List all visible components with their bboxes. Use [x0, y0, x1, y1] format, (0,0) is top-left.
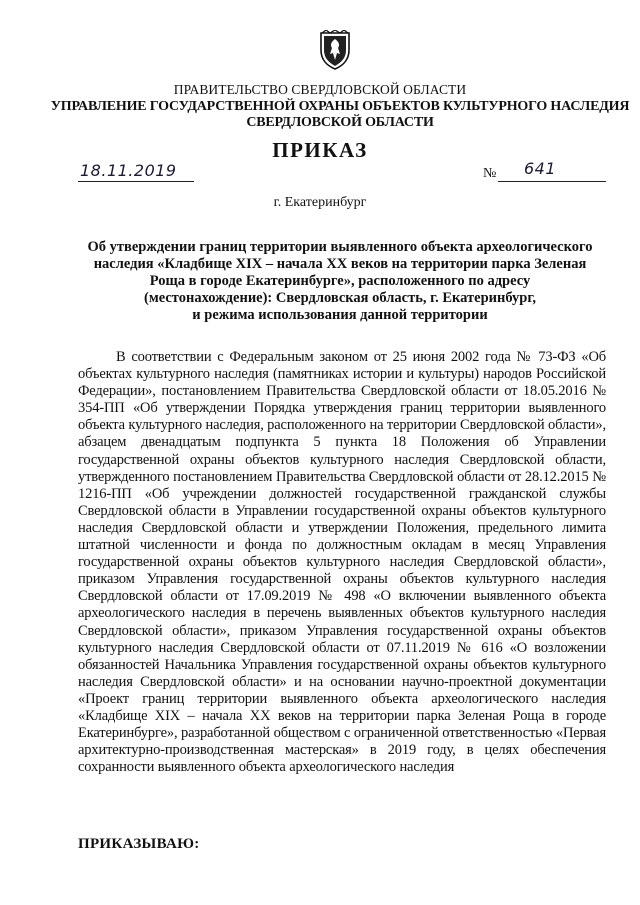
department-name [40, 99, 640, 131]
document-date-field [78, 163, 194, 182]
subject-line: (местонахождение): Свердловская область, г. Екатеринбург, [144, 290, 536, 306]
subject-line: и режима использования данной территории [192, 307, 488, 323]
document-subject [70, 239, 610, 324]
subject-line: Роща в городе Екатеринбурге», расположенного по адресу [149, 273, 531, 289]
subject-line: Об утверждении границ территории выявленного объекта археологического [87, 239, 593, 255]
document-date: 18.11.2019 [80, 161, 177, 180]
body-paragraph: В соответствии с Федеральным законом от 25 июня 2002 года № 73-ФЗ «Об объектах культурного наследия (памятниках истории и культуры) народов Российской Федерации», постановлением Правительства Свердловской области от 18.05.2016 № 354-ПП «Об утверждении Порядка утверждения границ территории выявленного объекта культурного наследия, расположенного на территории Свердловской области», абзацем двенадцатым подпункта 5 пункта 18 Положения об Управлении государственной охраны объектов культурного наследия Свердловской области, утвержденного постановлением Правительства Свердловской области от 28.12.2015 № 1216-ПП «Об учреждении должностей государственной гражданской службы Свердловской области в Управлении государственной охраны объектов культурного наследия Свердловской области и утверждении Положения, предельного лимита штатной численности и фонда по должностным окладам в месяц Управления государственной охраны объектов культурного наследия Свердловской области», приказом Управления государственной охраны объектов культурного наследия Свердловской области от 17.09.2019 № 498 «О включении выявленного объекта археологического наследия в перечень выявленных объектов культурного наследия Свердловской области», приказом Управления государственной охраны объектов культурного наследия Свердловской области от 07.11.2019 № 616 «О возложении обязанностей Начальника Управления государственной охраны объектов культурного наследия Свердловской области» и на основании научно-проектной документации «Проект границ территории выявленного объекта археологического наследия «Кладбище XIX – начала XX веков на территории парка Зеленая Роща в городе Екатеринбурге», разработанной обществом с ограниченной ответственностью «Первая архитектурно-производственная мастерская» в 2019 году, в целях обеспечения сохранности выявленного объекта археологического наследия [78, 349, 606, 776]
department-name-line: СВЕРДЛОВСКОЙ ОБЛАСТИ [246, 115, 434, 130]
document-type: ПРИКАЗ [272, 138, 368, 162]
subject-line: наследия «Кладбище XIX – начала XX веков на территории парка Зеленая [93, 256, 587, 272]
coat-of-arms-icon [318, 30, 352, 70]
order-directive: ПРИКАЗЫВАЮ: [78, 836, 200, 852]
document-city: г. Екатеринбург [273, 195, 367, 210]
government-name: ПРАВИТЕЛЬСТВО СВЕРДЛОВСКОЙ ОБЛАСТИ [173, 82, 467, 97]
document-number-field [498, 159, 606, 182]
department-name-line: УПРАВЛЕНИЕ ГОСУДАРСТВЕННОЙ ОХРАНЫ ОБЪЕКТОВ КУЛЬТУРНОГО НАСЛЕДИЯ [50, 99, 630, 114]
document-number-label: № [483, 166, 497, 181]
document-number: 641 [524, 159, 557, 178]
